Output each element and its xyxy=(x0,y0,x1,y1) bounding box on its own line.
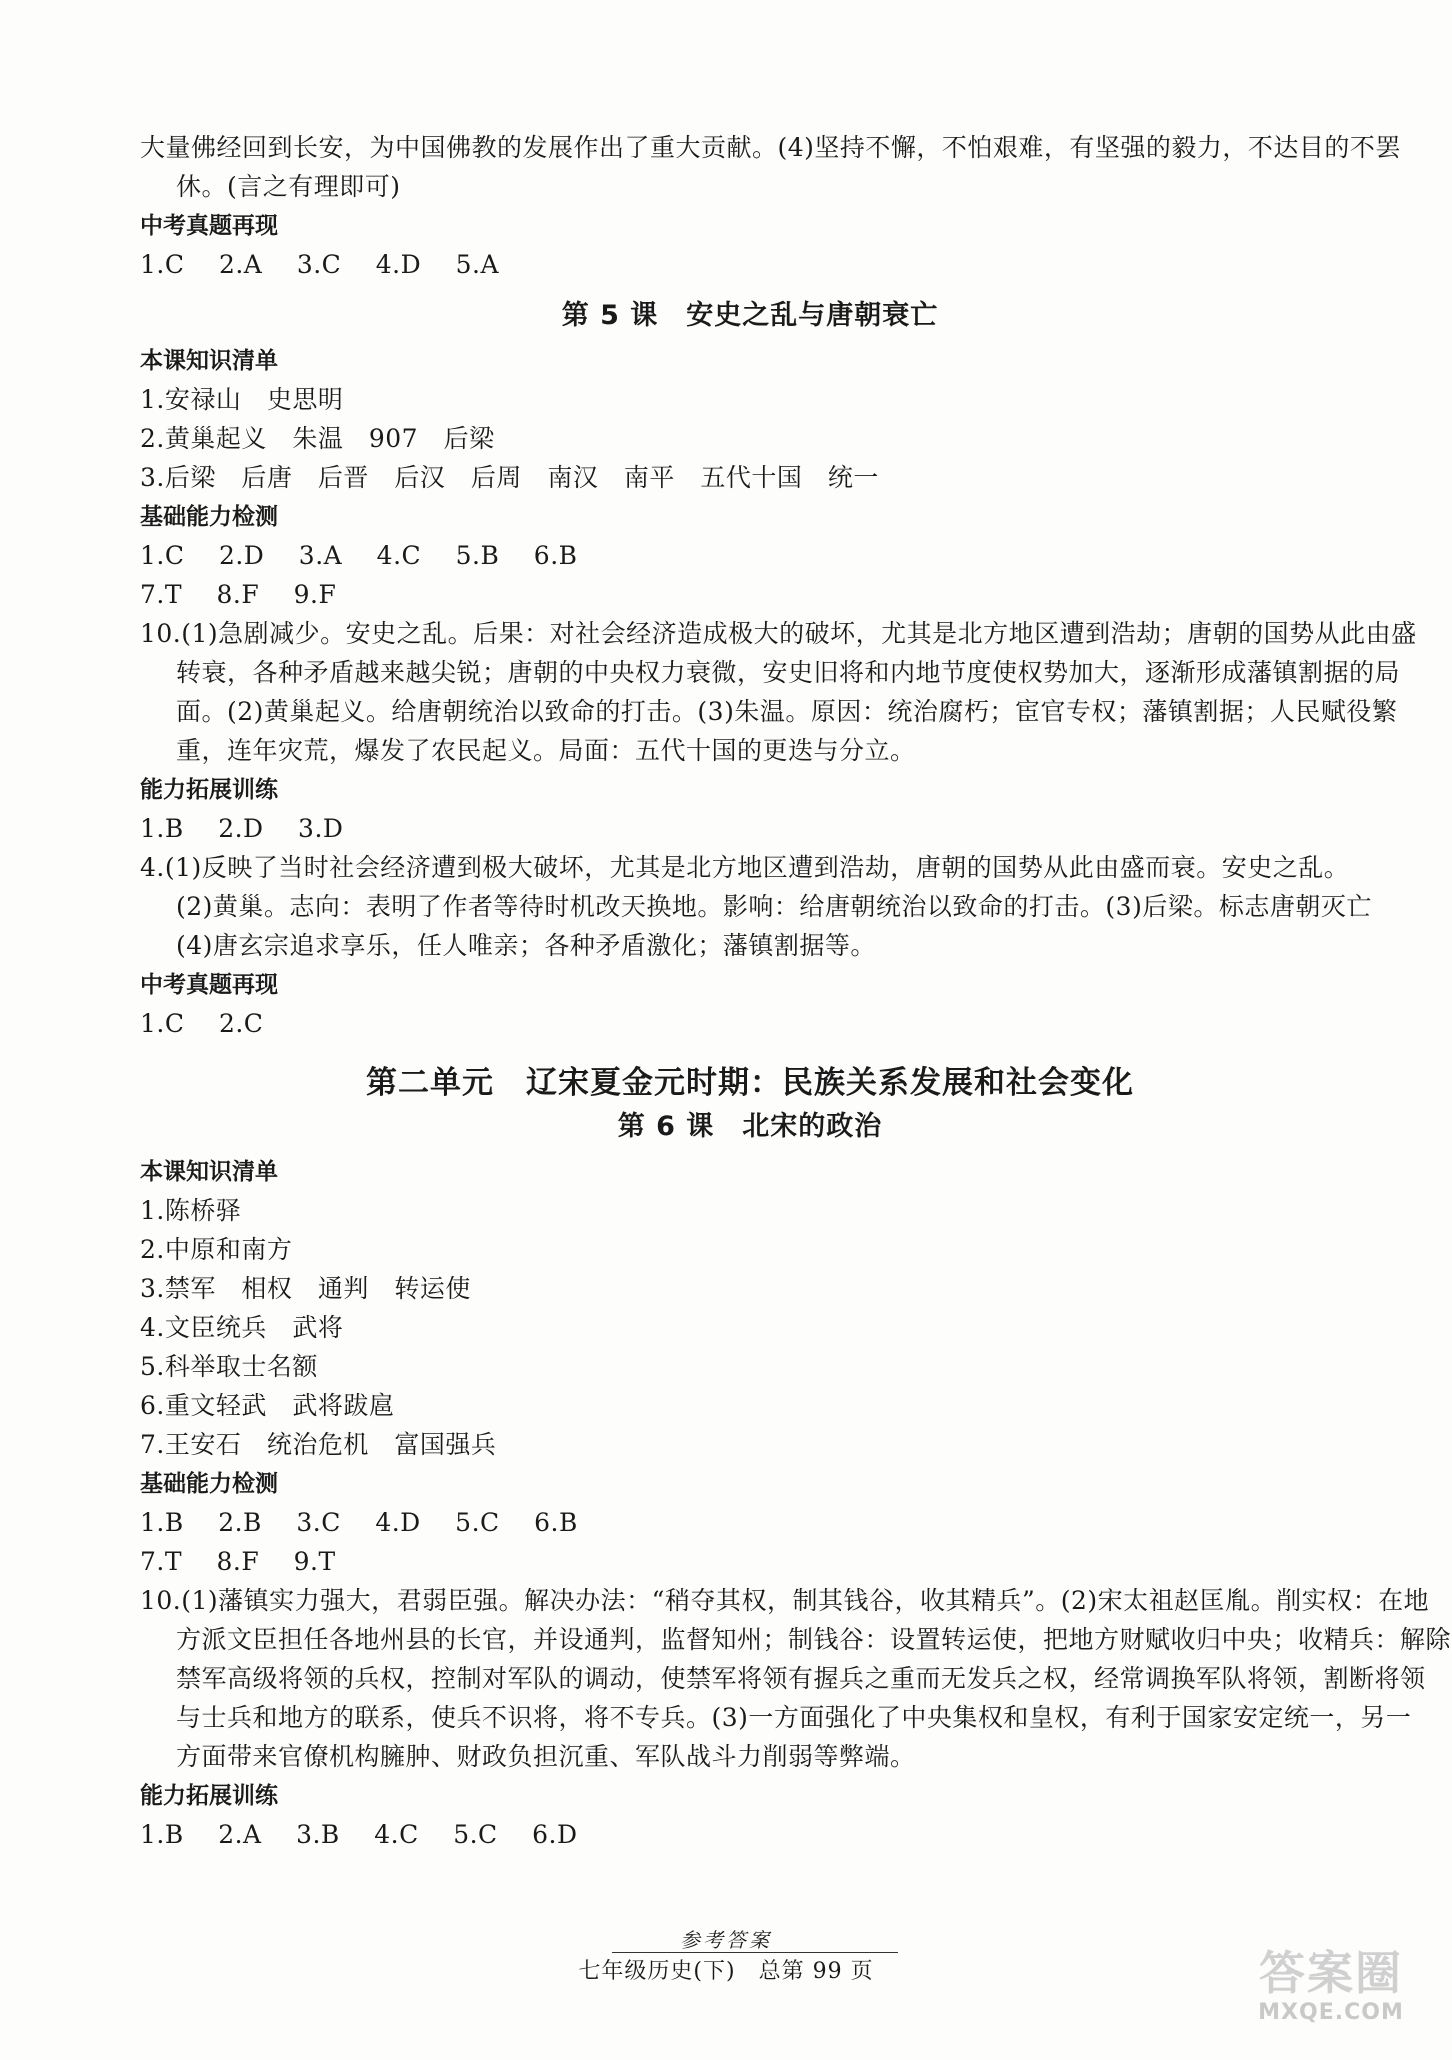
answer-item: 6.B xyxy=(533,541,578,570)
lesson5-q10-line-1: 10.(1)急剧减少。安史之乱。后果：对社会经济造成极大的破坏，尤其是北方地区遭到浩劫；唐朝的国势从此由盛 xyxy=(140,619,1417,648)
answer-item: 2.D xyxy=(218,814,264,843)
lesson5-basic-label: 基础能力检测 xyxy=(140,504,278,530)
lesson6-basic-row1 xyxy=(140,1503,1360,1542)
zhongkao-answers-prev xyxy=(140,245,1360,284)
knowledge-item: 4.文臣统兵 武将 xyxy=(140,1313,344,1342)
watermark-url-text: MXQE.COM xyxy=(1258,2000,1404,2025)
lesson6-ext-answers xyxy=(140,1815,1360,1854)
lesson5-basic-row2 xyxy=(140,575,1360,614)
lesson6-q10-line-1: 10.(1)藩镇实力强大，君弱臣强。解决办法：“稍夺其权，制其钱谷，收其精兵”。(2)宋太祖赵匡胤。削实权：在地 xyxy=(140,1586,1430,1615)
lesson6-ext-label: 能力拓展训练 xyxy=(140,1783,278,1809)
answer-item: 3.D xyxy=(298,814,344,843)
answer-item: 8.F xyxy=(216,1547,260,1576)
answer-item: 4.C xyxy=(376,541,422,570)
lesson5-ext-answers xyxy=(140,809,1360,848)
lesson6-knowledge-label: 本课知识清单 xyxy=(140,1159,278,1185)
lesson6-title: 第 6 课 北宋的政治 xyxy=(617,1111,883,1142)
answer-item: 7.T xyxy=(140,580,183,609)
lesson6-basic-label: 基础能力检测 xyxy=(140,1471,278,1497)
answer-item: 5.A xyxy=(455,250,500,279)
knowledge-item: 6.重文轻武 武将跋扈 xyxy=(140,1391,395,1420)
answer-item: 3.A xyxy=(298,541,343,570)
answer-item: 9.T xyxy=(293,1547,336,1576)
watermark-logo xyxy=(1246,1946,1416,2042)
answer-item: 3.C xyxy=(296,1508,341,1537)
answer-item: 2.A xyxy=(218,1820,262,1849)
answer-item: 1.B xyxy=(140,1508,184,1537)
knowledge-item: 3.禁军 相权 通判 转运使 xyxy=(140,1274,471,1303)
lesson5-q4-line-1: 4.(1)反映了当时社会经济遭到极大破坏，尤其是北方地区遭到浩劫，唐朝的国势从此由盛而衰。安史之乱。 xyxy=(140,853,1350,882)
lesson5-zhongkao-answers xyxy=(140,1004,1360,1043)
answer-item: 1.B xyxy=(140,814,184,843)
answer-item: 2.C xyxy=(218,1009,264,1038)
knowledge-item: 7.王安石 统治危机 富国强兵 xyxy=(140,1430,497,1459)
footer-page-number: 七年级历史(下) 总第 99 页 xyxy=(578,1959,874,1984)
lesson5-knowledge-label: 本课知识清单 xyxy=(140,348,278,374)
knowledge-item: 2.中原和南方 xyxy=(140,1235,293,1264)
lesson6-q10-line-2: 方派文臣担任各地州县的长官，并设通判，监督知州；制钱谷：设置转运使，把地方财赋收归中央；收精兵：解除 xyxy=(176,1625,1452,1654)
knowledge-item: 5.科举取士名额 xyxy=(140,1352,318,1381)
lesson5-q10-line-2: 转衰，各种矛盾越来越尖锐；唐朝的中央权力衰微，安史旧将和内地节度使权势加大，逐渐形成藩镇割据的局 xyxy=(176,658,1401,687)
page-content xyxy=(140,128,1452,1854)
lesson5-q4-line-2: (2)黄巢。志向：表明了作者等待时机改天换地。影响：给唐朝统治以致命的打击。(3)后梁。标志唐朝灭亡 xyxy=(176,892,1372,921)
lesson5-basic-row1 xyxy=(140,536,1360,575)
answer-item: 2.B xyxy=(218,1508,262,1537)
unit2-title: 第二单元 辽宋夏金元时期：民族关系发展和社会变化 xyxy=(366,1065,1134,1101)
continuation-line-1: 大量佛经回到长安，为中国佛教的发展作出了重大贡献。(4)坚持不懈，不怕艰难，有坚强的毅力，不达目的不罢 xyxy=(140,133,1401,162)
lesson6-q10-line-5: 方面带来官僚机构臃肿、财政负担沉重、军队战斗力削弱等弊端。 xyxy=(176,1742,916,1771)
answer-item: 1.C xyxy=(140,250,185,279)
answer-item: 6.D xyxy=(532,1820,578,1849)
answer-item: 5.B xyxy=(455,541,500,570)
knowledge-item: 1.陈桥驿 xyxy=(140,1196,242,1225)
answer-item: 3.C xyxy=(296,250,342,279)
answer-item: 4.D xyxy=(375,1508,421,1537)
answer-item: 8.F xyxy=(216,580,260,609)
lesson5-q4-line-3: (4)唐玄宗追求享乐，任人唯亲；各种矛盾激化；藩镇割据等。 xyxy=(176,931,876,960)
lesson6-basic-row2 xyxy=(140,1542,1360,1581)
answer-item: 3.B xyxy=(296,1820,340,1849)
answer-item: 1.C xyxy=(140,1009,185,1038)
lesson5-ext-label: 能力拓展训练 xyxy=(140,777,278,803)
continuation-line-2: 休。(言之有理即可) xyxy=(176,172,401,201)
footer-brand: 参考答案 xyxy=(680,1928,772,1952)
answer-item: 5.C xyxy=(455,1508,500,1537)
answer-item: 5.C xyxy=(453,1820,498,1849)
watermark-main-text: 答案圈 xyxy=(1259,1946,1403,2000)
footer-divider xyxy=(612,1952,898,1953)
knowledge-item: 2.黄巢起义 朱温 907 后梁 xyxy=(140,424,495,453)
lesson5-title: 第 5 课 安史之乱与唐朝衰亡 xyxy=(561,300,939,331)
lesson5-zhongkao-label: 中考真题再现 xyxy=(140,972,278,998)
answer-item: 1.B xyxy=(140,1820,184,1849)
lesson5-q10-line-3: 面。(2)黄巢起义。给唐朝统治以致命的打击。(3)朱温。原因：统治腐朽；宦官专权；藩镇割据；人民赋役繁 xyxy=(176,697,1398,726)
answer-item: 7.T xyxy=(140,1547,183,1576)
answer-item: 4.D xyxy=(375,250,422,279)
answer-item: 2.A xyxy=(218,250,263,279)
answer-item: 2.D xyxy=(218,541,265,570)
knowledge-item: 3.后梁 后唐 后晋 后汉 后周 南汉 南平 五代十国 统一 xyxy=(140,463,879,492)
answer-item: 4.C xyxy=(374,1820,419,1849)
answer-item: 9.F xyxy=(293,580,337,609)
answer-item: 1.C xyxy=(140,541,185,570)
lesson6-q10-line-3: 禁军高级将领的兵权，控制对军队的调动，使禁军将领有握兵之重而无发兵之权，经常调换军队将领，割断将领 xyxy=(176,1664,1426,1693)
lesson5-q10-line-4: 重，连年灾荒，爆发了农民起义。局面：五代十国的更迭与分立。 xyxy=(176,736,916,765)
knowledge-item: 1.安禄山 史思明 xyxy=(140,385,344,414)
zhongkao-label-prev: 中考真题再现 xyxy=(140,213,278,239)
lesson6-q10-line-4: 与士兵和地方的联系，使兵不识将，将不专兵。(3)一方面强化了中央集权和皇权，有利于国家安定统一，另一 xyxy=(176,1703,1412,1732)
answer-item: 6.B xyxy=(534,1508,578,1537)
